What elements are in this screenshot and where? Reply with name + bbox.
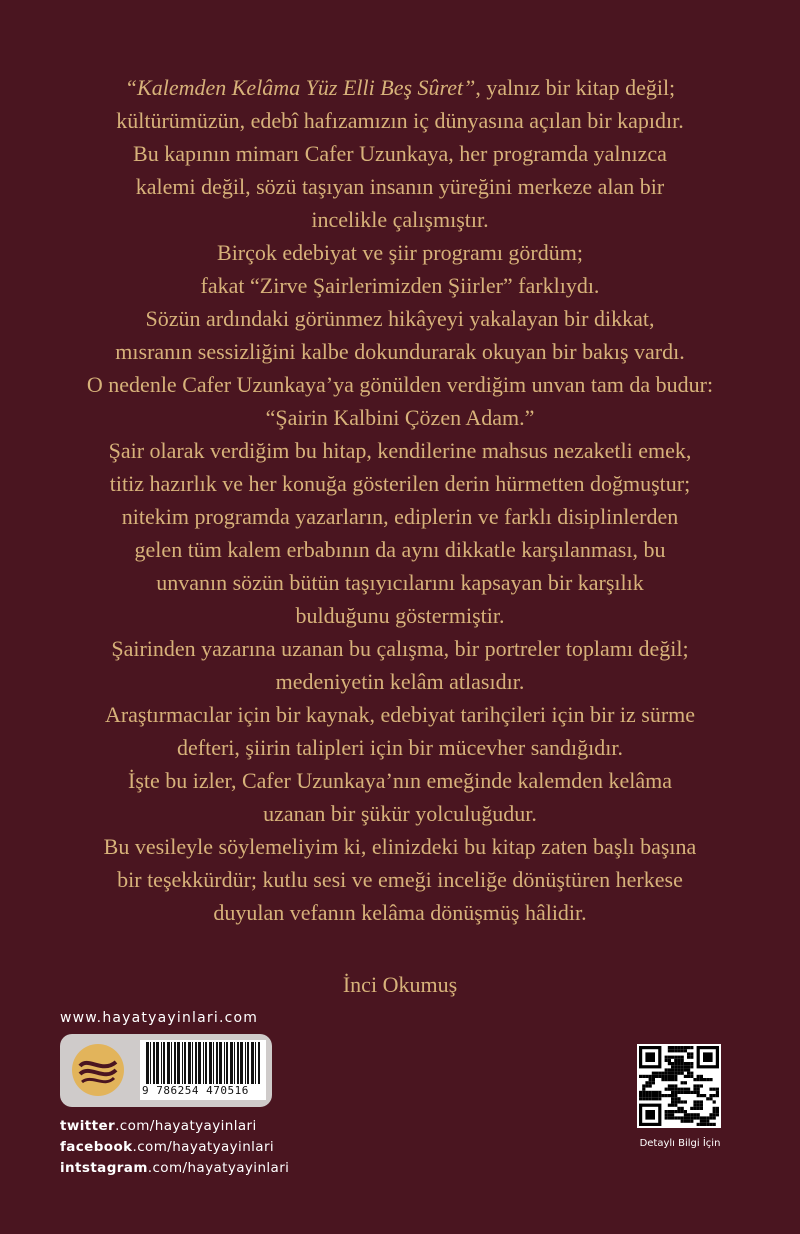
isbn-number: 9 786254 470516 — [142, 1084, 266, 1097]
paragraph-group-a — [40, 105, 760, 235]
text-line: O nedenle Cafer Uzunkaya’ya gönülden verdiğim unvan tam da budur: — [86, 372, 714, 397]
text-line: Şair olarak verdiğim bu hitap, kendilerine mahsus nezaketli emek, — [108, 438, 692, 463]
text-line: titiz hazırlık ve her konuğa gösterilen derin hürmetten doğmuştur; — [109, 471, 691, 496]
text-line: gelen tüm kalem erbabının da aynı dikkatle karşılanması, bu — [134, 537, 666, 562]
paragraph-group-b — [40, 237, 760, 928]
book-title-quote: “Kalemden Kelâma Yüz Elli Beş Sûret” — [124, 75, 476, 100]
barcode-panel — [60, 1034, 272, 1107]
text-line: Bu kapının mimarı Cafer Uzunkaya, her programda yalnızca — [133, 141, 667, 166]
text-line: Bu vesileyle söylemeliyim ki, elinizdeki bu kitap zaten başlı başına — [103, 834, 697, 859]
publisher-website[interactable]: www.hayatyayinlari.com — [60, 1010, 259, 1026]
text-line: kalemi değil, sözü taşıyan insanın yüreğini merkeze alan bir — [135, 174, 665, 199]
back-cover-text — [40, 72, 760, 930]
twitter-link[interactable]: twitter.com/hayatyayinlari — [60, 1118, 257, 1134]
text-line: Birçok edebiyat ve şiir programı gördüm; — [217, 240, 583, 265]
text-line: Sözün ardındaki görünmez hikâyeyi yakalayan bir dikkat, — [145, 306, 655, 331]
text-line: unvanın sözün bütün taşıyıcılarını kapsayan bir karşılık — [156, 570, 644, 595]
text-line: uzanan bir şükür yolculuğudur. — [263, 801, 537, 826]
text-line: nitekim programda yazarların, ediplerin ve farklı disiplinlerden — [121, 504, 679, 529]
instagram-link[interactable]: intstagram.com/hayatyayinlari — [60, 1160, 290, 1176]
text-line: fakat “Zirve Şairlerimizden Şiirler” farklıydı. — [200, 273, 600, 298]
qr-caption: Detaylı Bilgi İçin — [639, 1138, 721, 1149]
text-line: medeniyetin kelâm atlasıdır. — [275, 669, 525, 694]
text-line: mısranın sessizliğini kalbe dokundurarak okuyan bir bakış vardı. — [115, 339, 685, 364]
text-line: Araştırmacılar için bir kaynak, edebiyat tarihçileri için bir iz sürme — [104, 702, 696, 727]
social-links — [60, 1116, 289, 1179]
text-line: incelikle çalışmıştır. — [311, 207, 489, 232]
opening-line: “Kalemden Kelâma Yüz Elli Beş Sûret”, yalnız bir kitap değil; — [124, 75, 676, 100]
author-signature: İnci Okumuş — [342, 972, 458, 997]
text-line: Şairinden yazarına uzanan bu çalışma, bir portreler toplamı değil; — [111, 636, 689, 661]
text-line: bir teşekkürdür; kutlu sesi ve emeği inceliğe dönüştüren herkese — [117, 867, 683, 892]
text-line: defteri, şiirin talipleri için bir mücevher sandığıdır. — [177, 735, 623, 760]
text-line: kültürümüzün, edebî hafızamızın iç dünyasına açılan bir kapıdır. — [116, 108, 684, 133]
publisher-logo — [72, 1044, 124, 1096]
text-line: duyulan vefanın kelâma dönüşmüş hâlidir. — [213, 900, 587, 925]
qr-code[interactable] — [637, 1044, 721, 1128]
text-line: “Şairin Kalbini Çözen Adam.” — [265, 405, 535, 430]
text-line: bulduğunu göstermiştir. — [295, 603, 505, 628]
facebook-link[interactable]: facebook.com/hayatyayinlari — [60, 1139, 275, 1155]
text-line: İşte bu izler, Cafer Uzunkaya’nın emeğinde kalemden kelâma — [128, 768, 672, 793]
